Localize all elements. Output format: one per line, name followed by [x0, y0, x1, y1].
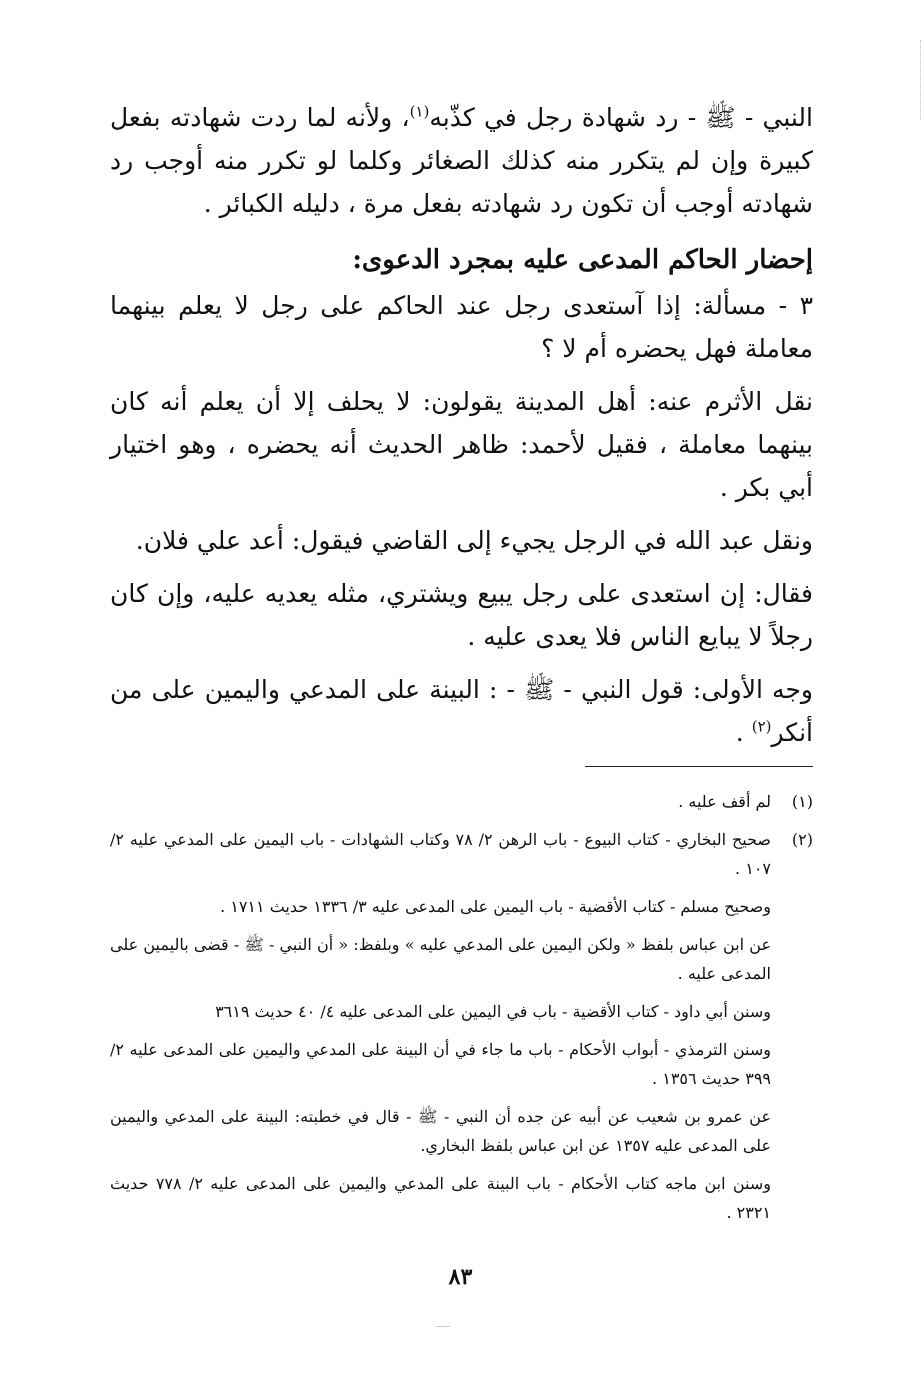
page-number: ٨٣ — [448, 1264, 473, 1290]
scan-bottom-mark — [436, 1326, 450, 1327]
footnote-separator — [585, 766, 813, 767]
footnote-number: (١) — [791, 792, 813, 811]
footnote-line: عن ابن عباس بلفظ « ولكن اليمين على المدعي عليه » وبلفظ: « أن النبي - ﷺ - قضى باليمين على المدعى عليه . — [110, 935, 771, 983]
footnote-text: لم أقف عليه . — [678, 792, 771, 811]
footnote-2 — [110, 825, 813, 1227]
paragraph-5: فقال: إن استعدى على رجل يبيع ويشتري، مثله يعديه عليه، وإن كان رجلاً لا يبايع الناس فلا يعدى عليه . — [110, 579, 813, 651]
paragraph-4: ونقل عبد الله في الرجل يجيء إلى القاضي فيقول: أعد علي فلان. — [135, 526, 813, 555]
paragraph-6: وجه الأولى: قول النبي - ﷺ - : البينة على المدعي واليمين على من أنكر$^{(٢)}$ . — [110, 675, 813, 747]
footnote-ref-2: (٢) — [751, 717, 772, 736]
footnote-line: عن عمرو بن شعيب عن أبيه عن جده أن النبي - ﷺ - قال في خطبته: البينة على المدعي واليمين على المدعى عليه ١٣٥٧ عن ابن عباس بلفظ البخاري. — [110, 1107, 771, 1155]
main-text — [110, 96, 813, 754]
footnote-line: وسنن ابن ماجه كتاب الأحكام - باب البينة على المدعي واليمين على المدعى عليه ٢/ ٧٧٨ حديث ٢٣٢١ . — [110, 1174, 772, 1222]
footnote-line: وصحيح مسلم - كتاب الأقضية - باب اليمين على المدعى عليه ٣/ ١٣٣٦ حديث ١٧١١ . — [220, 897, 771, 916]
section-heading: إحضار الحاكم المدعى عليه بمجرد الدعوى: — [352, 245, 813, 275]
footnote-ref-1: (١) — [409, 102, 430, 121]
footnote-number: (٢) — [791, 830, 813, 849]
page-body — [110, 96, 813, 1236]
footnote-line: وسنن أبي داود - كتاب الأقضية - باب في اليمين على المدعى عليه ٤/ ٤٠ حديث ٣٦١٩ — [215, 1002, 771, 1021]
scan-edge-mark — [916, 40, 921, 120]
paragraph-2: ٣ - مسألة: إذا آستعدى رجل عند الحاكم على رجل لا يعلم بينهما معاملة فهل يحضره أم لا ؟ — [110, 291, 813, 363]
footnote-line: وسنن الترمذي - أبواب الأحكام - باب ما جاء في أن البينة على المدعي واليمين على المدعى عليه ٢/ ٣٩٩ حديث ١٣٥٦ . — [110, 1040, 771, 1088]
footnotes — [110, 787, 813, 1227]
footnote-line: صحيح البخاري - كتاب البيوع - باب الرهن ٢/ ٧٨ وكتاب الشهادات - باب اليمين على المدعي عليه ٢/ ١٠٧ . — [110, 830, 772, 878]
paragraph-3: نقل الأثرم عنه: أهل المدينة يقولون: لا يحلف إلا أن يعلم أنه كان بينهما معاملة ، فقيل لأحمد: ظاهر الحديث أنه يحضره ، وهو اختيار أبي بكر . — [110, 387, 813, 502]
paragraph-1: النبي - ﷺ - رد شهادة رجل في كذّبه$^{(١)}$، ولأنه لما ردت شهادته بفعل كبيرة وإن لم يتكرر منه كذلك الصغائر وكلما لو تكرر منه أوجب رد شهادته أوجب أن تكون رد شهادته بفعل مرة ، دليله الكبائر . — [110, 102, 813, 218]
footnote-1 — [110, 787, 813, 816]
